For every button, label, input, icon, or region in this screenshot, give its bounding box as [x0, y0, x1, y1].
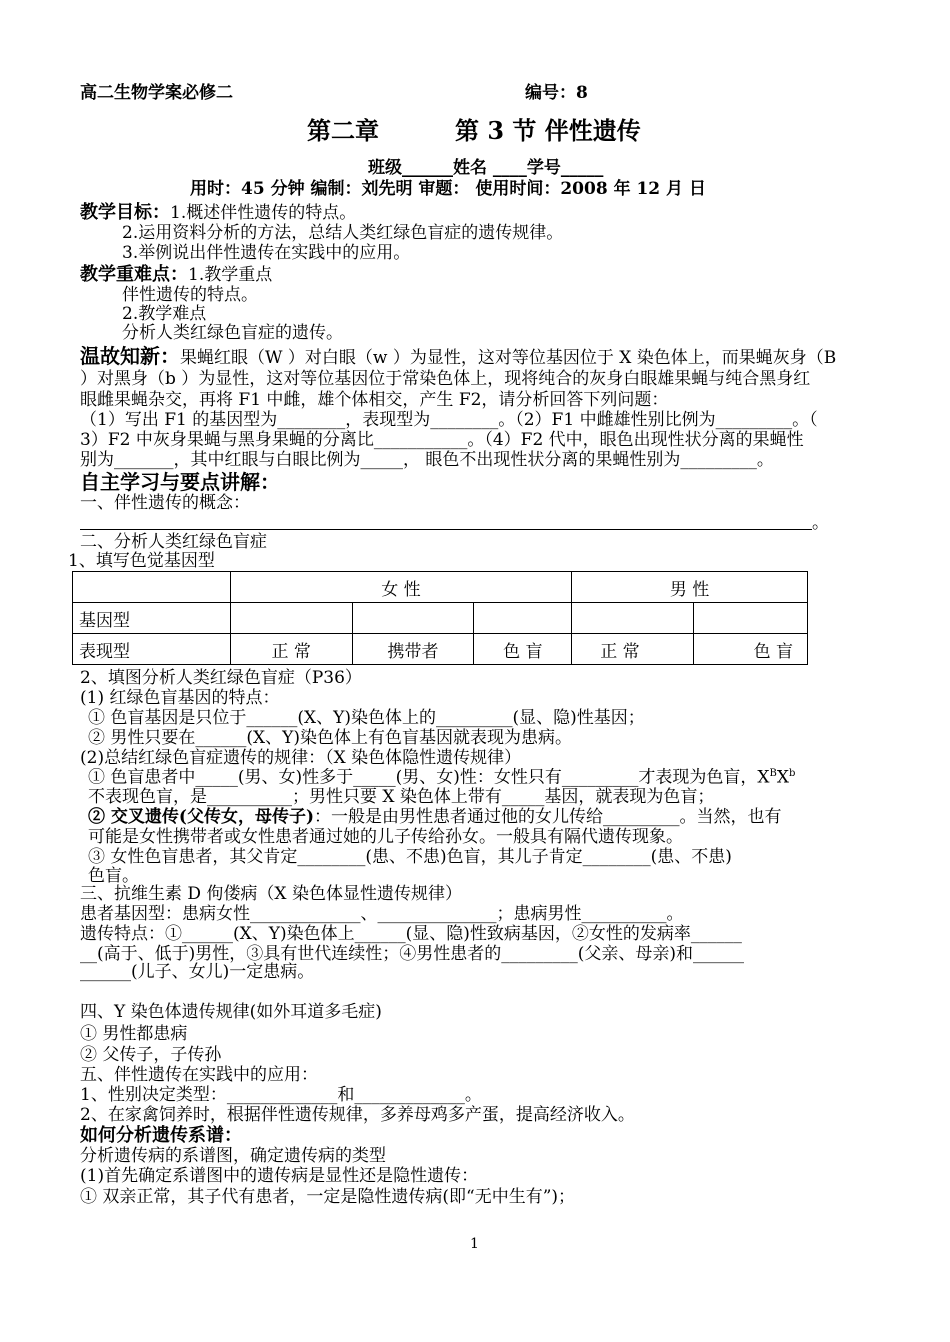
genotype-cell[interactable] [694, 603, 808, 634]
pedigree-heading: 如何分析遗传系谱： [80, 1125, 242, 1146]
keypoint-text: 2.教学难点 [122, 304, 207, 324]
row-label-genotype: 基因型 [73, 603, 231, 634]
phenotype-cell: 色 盲 [474, 634, 572, 665]
rickets-features-1: 遗传特点：①______(X、Y)染色体上______(显、隐)性致病基因，②女性的发病率______ [80, 924, 742, 944]
review-question-3-4: 3）F2 中灰身果蝇与黑身果蝇的分离比___________。（4）F2 代中，眼色出现性状分离的果蝇性 [80, 430, 804, 450]
keypoints-label: 教学重难点： [80, 264, 188, 285]
gene-feature-1: ① 色盲基因是只位于______(X、Y)染色体上的_________(显、隐)性基因； [88, 708, 645, 728]
section-5-title: 五、伴性遗传在实践中的应用： [80, 1065, 318, 1085]
rickets-genotypes: 患者基因型：患病女性_____________、______________；患病男性__________。 [80, 904, 684, 924]
student-info-line: 班级______姓名 ____学号_____ [368, 158, 604, 178]
row-label-phenotype: 表现型 [73, 634, 231, 665]
section-3-title: 三、抗维生素 D 佝偻病（X 染色体显性遗传规律） [80, 884, 462, 904]
ylinked-rule-2: ② 父传子，子传孙 [80, 1045, 222, 1065]
rickets-features-2: __(高于、低于)男性，③具有世代连续性；④男性患者的_________(父亲、母亲)和______ [80, 944, 745, 964]
phenotype-cell: 正 常 [572, 634, 694, 665]
goal-item: 2.运用资料分析的方法，总结人类红绿色盲症的遗传规律。 [122, 223, 564, 243]
pedigree-rule-1: ① 双亲正常，其子代有患者，一定是隐性遗传病(即“无中生有”)； [80, 1187, 576, 1207]
table-cell [73, 572, 231, 603]
rule-1-cont: 不表现色盲，是__________；男性只要 X 染色体上带有_____基因，就表现为色盲； [88, 787, 715, 807]
keypoints-line-1 [80, 265, 272, 285]
review-label: 温故知新： [80, 344, 180, 368]
goals-line-1 [80, 203, 356, 223]
period: 。 [812, 513, 829, 533]
allele-superscript: B [769, 768, 777, 779]
concept-prompt: 一、伴性遗传的概念： [80, 493, 250, 513]
rule-2-cont: 可能是女性携带者或女性患者通过她的儿子传给孙女。一般具有隔代遗传现象。 [88, 827, 683, 847]
genotype-cell[interactable] [572, 603, 694, 634]
table-row [73, 572, 808, 603]
chromosome-x: X [776, 767, 790, 788]
chapter-title: 第二章 [307, 116, 379, 145]
review-text: 果蝇红眼（W ）对白眼（w ）为显性，这对等位基因位于 X 染色体上，而果蝇灰身（B [180, 348, 837, 368]
table-row [73, 634, 808, 665]
keypoint-text: 1.教学重点 [188, 265, 273, 285]
rule-3: ③ 女性色盲患者，其父肯定________(患、不患)色盲，其儿子肯定________(患、不患) [88, 847, 732, 867]
rule-2-text: ：一般是由男性患者通过他的女儿传给_________。当然，也有 [314, 807, 782, 827]
pedigree-intro: 分析遗传病的系谱图，确定遗传病的类型 [80, 1146, 386, 1166]
genotype-table [72, 571, 808, 665]
genotype-cell[interactable] [474, 603, 572, 634]
rule-1-text: ① 色盲患者中_____(男、女)性多于_____(男、女)性：女性只有_________才表现为色盲，X [88, 767, 770, 788]
section-4-title: 四、Y 染色体遗传规律(如外耳道多毛症) [80, 1002, 382, 1022]
section-2-title: 二、分析人类红绿色盲症 [80, 532, 267, 552]
genotype-cell[interactable] [352, 603, 474, 634]
self-study-heading: 自主学习与要点讲解： [80, 470, 280, 494]
review-text: 眼雌果蝇杂交，再将 F1 中雌，雄个体相交，产生 F2，请分析回答下列问题： [80, 390, 669, 410]
answer-blank[interactable] [80, 512, 812, 530]
keypoint-text: 分析人类红绿色盲症的遗传。 [122, 323, 343, 343]
male-header: 男 性 [572, 572, 808, 603]
keypoint-text: 伴性遗传的特点。 [122, 285, 258, 305]
concept-answer-line [80, 512, 829, 533]
doc-series: 高二生物学案必修二 [80, 83, 233, 103]
review-line-1 [80, 345, 836, 368]
subsection-2-2-title: 2、填图分析人类红绿色盲症（P36） [80, 668, 362, 688]
allele-superscript: b [789, 768, 796, 779]
production-info-line: 用时：45 分钟 编制：刘先明 审题： 使用时间：2008 年 12 月 日 [190, 179, 706, 199]
female-header: 女 性 [230, 572, 571, 603]
doc-number: 编号：8 [525, 83, 588, 103]
phenotype-cell: 携带者 [352, 634, 474, 665]
table-row [73, 603, 808, 634]
phenotype-cell: 正 常 [230, 634, 352, 665]
section-title: 第 3 节 伴性遗传 [455, 116, 641, 145]
cross-inheritance-term: ② 交叉遗传(父传女，母传子) [88, 807, 315, 827]
page-number: 1 [470, 1236, 479, 1252]
review-text: ）对黑身（b ）为显性，这对等位基因位于常染色体上，现将纯合的灰身白眼雄果蝇与纯合黑身红 [80, 369, 811, 389]
review-question-4b: 别为_______，其中红眼与白眼比例为_____， 眼色不出现性状分离的果蝇性别为_________。 [80, 450, 774, 470]
rule-2 [88, 808, 782, 827]
gene-features-title: (1) 红绿色盲基因的特点： [80, 688, 280, 708]
review-question-1-2: （1）写出 F1 的基因型为________，表现型为________。（2）F1 中雌雄性别比例为_________。（ [80, 410, 818, 430]
rule-1 [88, 768, 795, 787]
sex-determination-prompt: 1、性别决定类型：_____________和_____________。 [80, 1085, 482, 1105]
goals-label: 教学目标： [80, 202, 170, 223]
poultry-application: 2、在家禽饲养时，根据伴性遗传规律，多养母鸡多产蛋，提高经济收入。 [80, 1105, 635, 1125]
rickets-features-3: ______(儿子、女儿)一定患病。 [80, 962, 315, 982]
phenotype-cell: 色 盲 [694, 634, 808, 665]
pedigree-step-1: (1)首先确定系谱图中的遗传病是显性还是隐性遗传： [80, 1166, 479, 1186]
genotype-cell[interactable] [230, 603, 352, 634]
rule-3-cont: 色盲。 [88, 866, 139, 886]
inheritance-rules-title: (2)总结红绿色盲症遗传的规律：（X 染色体隐性遗传规律） [80, 748, 522, 768]
ylinked-rule-1: ① 男性都患病 [80, 1024, 188, 1044]
goal-item: 3.举例说出伴性遗传在实践中的应用。 [122, 243, 411, 263]
subsection-2-1-title: 1、填写色觉基因型 [68, 551, 215, 571]
goal-item: 1.概述伴性遗传的特点。 [170, 203, 357, 223]
gene-feature-2: ② 男性只要在______(X、Y)染色体上有色盲基因就表现为患病。 [88, 728, 572, 748]
